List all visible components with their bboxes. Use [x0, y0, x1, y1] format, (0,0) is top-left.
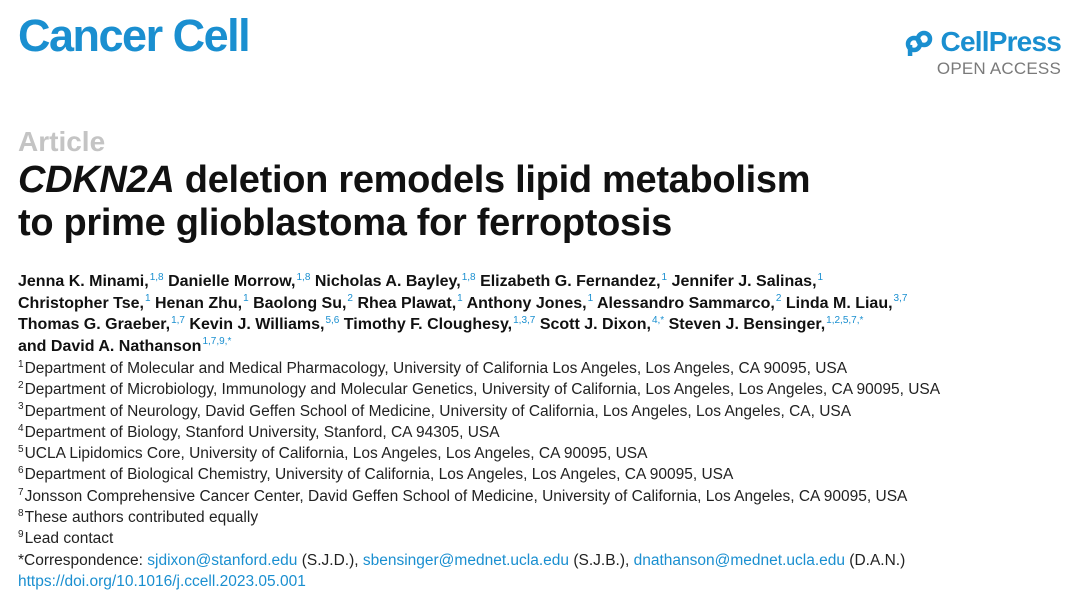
- author-affiliation-sup: 4,*: [651, 314, 665, 326]
- affiliation-text: UCLA Lipidomics Core, University of California, Los Angeles, Los Angeles, CA 90095, USA: [24, 445, 648, 463]
- affiliation-number: 3: [18, 401, 24, 413]
- affiliation-item: [18, 443, 1073, 464]
- author-affiliation-sup: 1: [144, 293, 151, 305]
- affiliation-item: [18, 486, 1073, 507]
- author-affiliation-sup: 3,7: [893, 293, 908, 305]
- author-name: Henan Zhu,: [154, 294, 243, 312]
- author-affiliation-sup: 1,8: [461, 271, 476, 283]
- author: [168, 273, 310, 290]
- author: [540, 316, 664, 333]
- affiliation-text: Department of Biology, Stanford University, Stanford, CA 94305, USA: [24, 423, 500, 441]
- correspondence: [18, 550, 1073, 571]
- affiliation-number: 8: [18, 507, 24, 519]
- author-affiliation-sup: 1,7,9,*: [202, 336, 232, 348]
- author-affiliation-sup: 1: [817, 271, 824, 283]
- affiliation-item: [18, 528, 1073, 549]
- affiliation-item: [18, 358, 1073, 379]
- affiliation-text: Department of Biological Chemistry, University of California, Los Angeles, Los Angeles, CA 90095, USA: [24, 466, 734, 484]
- affiliation-number: 5: [18, 444, 24, 456]
- title-line-2: to prime glioblastoma for ferroptosis: [18, 202, 672, 244]
- email-link[interactable]: sjdixon@stanford.edu: [147, 551, 298, 569]
- author: [315, 273, 476, 290]
- author-name: Steven J. Bensinger,: [668, 316, 826, 333]
- publisher-name: CellPress: [940, 26, 1061, 57]
- author-affiliation-sup: 2: [775, 293, 782, 305]
- affiliation-item: [18, 401, 1073, 422]
- author-name: Christopher Tse,: [18, 294, 144, 312]
- correspondence-initials: (S.J.D.),: [297, 551, 363, 569]
- author-name: Jenna K. Minami,: [18, 273, 149, 290]
- article-type: Article: [18, 126, 106, 157]
- author-affiliation-sup: 2: [347, 293, 353, 305]
- author-affiliation-sup: 1: [457, 293, 463, 305]
- author-name: Kevin J. Williams,: [189, 316, 325, 333]
- author-affiliation-sup: 1,8: [149, 271, 164, 283]
- author: [467, 295, 594, 312]
- author-affiliation-sup: 1,8: [296, 271, 311, 283]
- affiliation-text: These authors contributed equally: [24, 509, 259, 527]
- affiliation-text: Department of Molecular and Medical Pharmacology, University of California Los Angeles, Los Angeles, CA 90095, USA: [24, 360, 848, 377]
- affiliations: [18, 358, 1073, 592]
- publisher-row: [905, 26, 1061, 58]
- author-list: [18, 271, 1073, 357]
- author: [189, 316, 339, 333]
- affiliation-number: 7: [18, 486, 24, 498]
- author-affiliation-sup: 1: [587, 293, 594, 305]
- affiliation-item: [18, 464, 1073, 485]
- email-link[interactable]: dnathanson@mednet.ucla.edu: [633, 551, 845, 569]
- correspondence-initials: (D.A.N.): [845, 551, 906, 569]
- author-name: Danielle Morrow,: [168, 273, 296, 290]
- affiliation-text: Department of Neurology, David Geffen School of Medicine, University of California, Los Angeles, Los Angeles, CA, USA: [24, 402, 852, 420]
- author: [357, 295, 462, 312]
- affiliation-number: 2: [18, 380, 24, 392]
- affiliation-list: [18, 358, 1073, 550]
- author: [18, 273, 164, 290]
- author-name: Baolong Su,: [253, 294, 347, 312]
- email-link[interactable]: sbensinger@mednet.ucla.edu: [362, 551, 570, 569]
- author-name: Alessandro Sammarco,: [597, 294, 775, 312]
- author-name: Scott J. Dixon,: [539, 316, 651, 333]
- open-access-label: OPEN ACCESS: [936, 59, 1061, 78]
- author-affiliation-sup: 1: [661, 271, 668, 283]
- author-name: Timothy F. Cloughesy,: [343, 316, 513, 333]
- author: [18, 295, 151, 312]
- affiliation-number: 1: [18, 358, 24, 370]
- affiliation-text: Department of Microbiology, Immunology and Molecular Genetics, University of California, Los Angeles, Los Angeles, CA 90095, USA: [24, 381, 941, 399]
- affiliation-number: 6: [18, 465, 24, 477]
- affiliation-text: Jonsson Comprehensive Cancer Center, David Geffen School of Medicine, University of California, Los Angeles, CA 90095, USA: [24, 487, 908, 505]
- journal-title: Cancer Cell: [18, 10, 250, 61]
- doi-link[interactable]: https://doi.org/10.1016/j.ccell.2023.05.001: [18, 572, 306, 590]
- correspondence-initials: (S.J.B.),: [569, 551, 634, 569]
- title-gene: CDKN2A: [18, 159, 175, 201]
- cellpress-logo-icon: [905, 27, 935, 57]
- author-name: Jennifer J. Salinas,: [671, 273, 817, 290]
- affiliation-text: Lead contact: [24, 530, 114, 548]
- affiliation-number: 9: [18, 529, 24, 541]
- author: [672, 273, 824, 290]
- author-affiliation-sup: 5,6: [325, 314, 340, 326]
- author-name: Rhea Plawat,: [357, 294, 457, 312]
- affiliation-item: [18, 507, 1073, 528]
- author: [253, 295, 353, 312]
- author-name: Linda M. Liau,: [785, 294, 893, 312]
- author-affiliation-sup: 1,7: [171, 314, 185, 326]
- correspondence-label: *Correspondence:: [18, 551, 148, 569]
- author: [669, 316, 864, 333]
- doi-row: [18, 571, 1073, 592]
- author-name: Nicholas A. Bayley,: [314, 273, 461, 290]
- author: [18, 338, 231, 355]
- author: [786, 295, 908, 312]
- article-title: [18, 159, 1058, 245]
- affiliation-number: 4: [18, 422, 24, 434]
- author: [597, 295, 781, 312]
- affiliation-item: [18, 422, 1073, 443]
- author: [344, 316, 536, 333]
- affiliation-item: [18, 379, 1073, 400]
- author-affiliation-sup: 1,3,7: [513, 314, 536, 326]
- title-rest: deletion remodels lipid metabolism: [174, 159, 811, 201]
- author: [480, 273, 667, 290]
- author-name: Anthony Jones,: [466, 294, 587, 312]
- author: [18, 316, 185, 333]
- author-name: Elizabeth G. Fernandez,: [480, 273, 661, 290]
- publisher-brand: [905, 26, 1061, 79]
- author: [155, 295, 249, 312]
- author-affiliation-sup: 1: [243, 293, 249, 305]
- correspondence-entries: [147, 552, 905, 569]
- author-name: Thomas G. Graeber,: [18, 316, 171, 333]
- author-name: and David A. Nathanson: [18, 337, 202, 355]
- author-affiliation-sup: 1,2,5,7,*: [826, 314, 864, 326]
